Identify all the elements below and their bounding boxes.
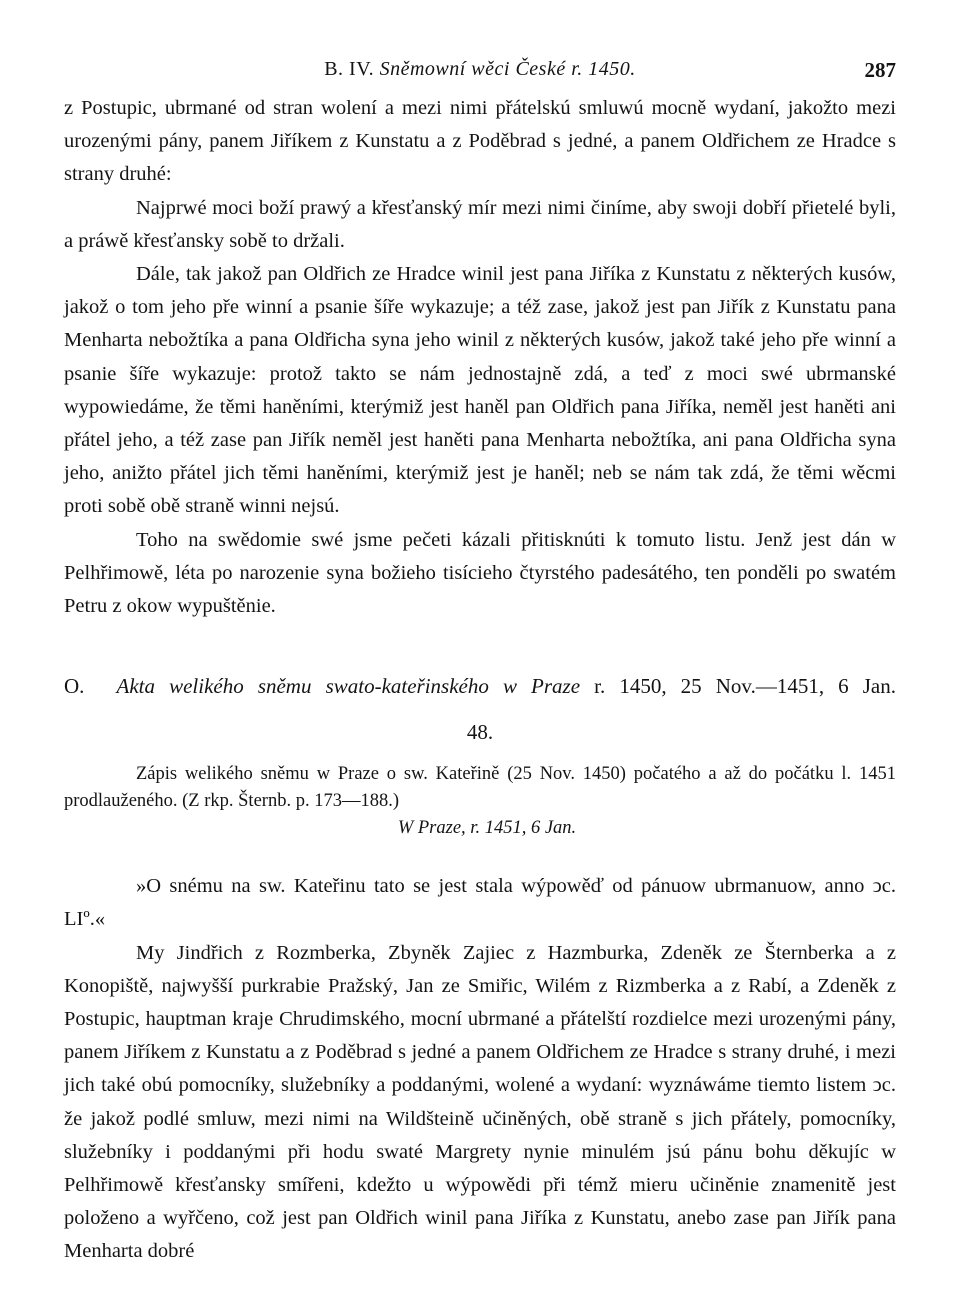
- section-label: O.: [64, 674, 85, 699]
- running-head-title: [64, 58, 896, 81]
- paragraph-sealing: Toho na swědomie swé jsme pečeti kázali přitisknúti k tomuto listu. Jenž jest dán w Pelhřimowě, léta po narozenie syna božieho tisícieho čtyrstého padesátého, ten ponděli po swatém Petru z okow wypuštěnie.: [64, 528, 896, 618]
- paragraph-verdict: Dále, tak jakož pan Oldřich ze Hradce winil jest pana Jiříka z Kunstatu z některých kusów, jakož o tom jeho pře winní a psanie šíře wykazuje; a též zase, jakož jest pan Jiřík z Kunstatu pana Menharta nebožtíka a pana Oldřicha syna jeho winil z některých kusów, jakož také jeho pře winní a psanie šíře wykazuje: protož takto se nám jednostajně zdá, a teď z moci swé ubrmanské wypowiedáme, že těmi haněními, kterýmiž jest haněl pan Oldřich pana Jiříka, neměl jest haněti ani přátel jeho, a též zase pan Jiřík neměl jest haněti pana Menharta nebožtíka, ani pana Oldřicha syna jeho, anižto přátel jich těmi haněními, kterýmiž jest je haněl; neb se nám tak zdá, že těmi wěcmi proti sobě obě straně winni nejsú.: [64, 263, 896, 518]
- paragraph-continuation: z Postupic, ubrmané od stran wolení a mezi nimi přátelskú smluwú mocně wydaní, jakožto mezi urozenými pány, panem Jiříkem z Kunstatu a z Poděbrad s jedné, a panem Oldřichem ze Hradce s strany druhé:: [64, 97, 896, 186]
- document-number: 48.: [466, 720, 494, 745]
- section-dates: r. 1450, 25 Nov.—1451, 6 Jan.: [594, 674, 896, 699]
- running-head-subject: Sněmowní wěci České r. 1450.: [379, 58, 636, 80]
- document-dateline: W Praze, r. 1451, 6 Jan.: [397, 818, 577, 839]
- section-heading: [64, 671, 896, 701]
- paragraph-peace: Najprwé moci boží prawý a křesťanský mír mezi nimi činíme, aby swoji dobří přietelé byli, a práwě křesťansky sobě to držali.: [64, 196, 896, 252]
- running-head: [64, 58, 896, 92]
- book-page: [64, 58, 896, 1269]
- running-head-book: B. IV.: [324, 58, 375, 80]
- page-number: 287: [864, 58, 896, 82]
- paragraph-arbiters: My Jindřich z Rozmberka, Zbyněk Zajiec z Hazmburka, Zdeněk ze Šternberka a z Konopiště, najwyšší purkrabie Pražský, Jan ze Smiřic, Wilém z Rizmberka a z Rabí, a Zdeněk z Postupic, hauptman kraje Chrudimského, mocní ubrmané a přátelští rozdielce mezi urozenými pány, panem Jiříkem z Kunstatu a z Poděbrad s jedné a panem Oldřichem ze Hradce s strany druhé, i mezi jich také obú pomocníky, služebníky a poddanými, wolené a wydaní: wyznáwáme tiemto listem ↄc. že jakož podlé smluw, mezi nimi na Wildšteině učiněných, obě straně s jich přátely, pomocníky, služebníky i poddanými při hodu swaté Margrety nynie minulém jsú pánu bohu děkujíc w Pelhřimowě křesťansky smířeni, kdežto u wýpowědi při témž mieru učiněnie znamenitě jest položeno a wyřčeno, což jest pan Oldřich winil pana Jiříka z Kunstatu, anebo zase pan Jiřík pana Menharta dobré: [64, 941, 896, 1263]
- document-regest: Zápis welikého sněmu w Praze o sw. Kateřině (25 Nov. 1450) počatého a až do počátku l. 1451 prodlauženého. (Z rkp. Šternb. p. 173—188.): [64, 764, 896, 812]
- section-title: Akta welikého sněmu swato-kateřinského w Praze: [116, 674, 581, 699]
- paragraph-incipit: »O snému na sw. Kateřinu tato se jest stala wýpowěď od pánuow ubrmanuow, anno ↄc. LIº.«: [64, 875, 896, 931]
